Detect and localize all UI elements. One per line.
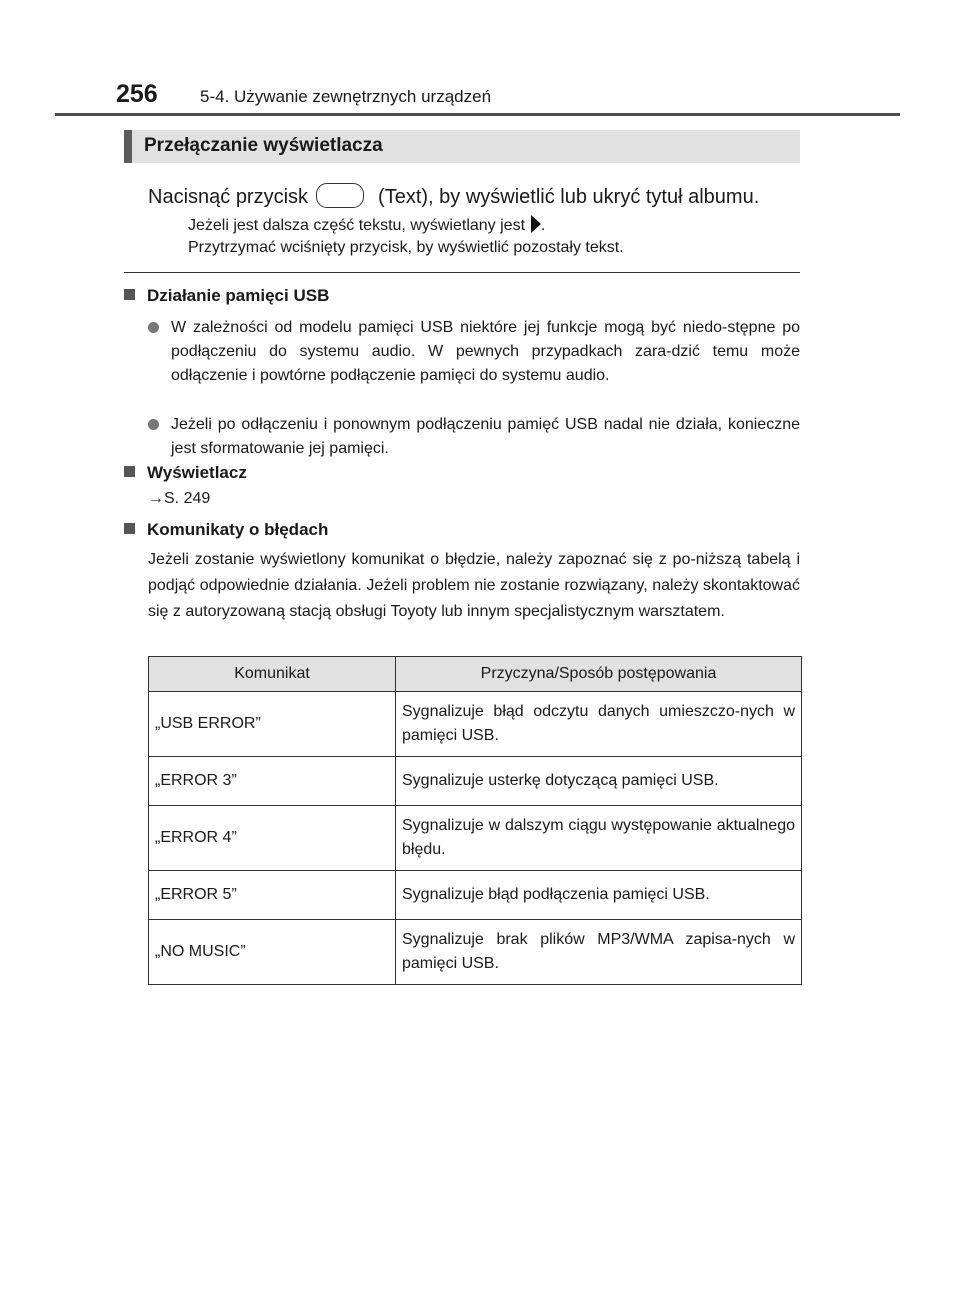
message-cell: „USB ERROR” (149, 692, 396, 757)
square-bullet-icon (124, 289, 135, 300)
round-bullet-icon (148, 322, 159, 333)
table-row (149, 920, 802, 985)
page-number: 256 (116, 80, 158, 108)
chapter-title: 5-4. Używanie zewnętrznych urządzeń (200, 87, 492, 106)
more-text-arrow-icon (531, 215, 541, 233)
page-header (116, 80, 916, 114)
note-text-end: . (541, 217, 546, 234)
page-reference: →S. 249 (148, 490, 211, 507)
usb-bullet-1 (148, 316, 800, 388)
note-text: Jeżeli jest dalsza część tekstu, wyświetlany jest (188, 217, 526, 234)
errors-heading-text: Komunikaty o błędach (147, 520, 329, 539)
usb-bullet-2 (148, 413, 800, 461)
table-header-cause: Przyczyna/Sposób postępowania (396, 657, 802, 692)
usb-heading-text: Działanie pamięci USB (147, 286, 330, 305)
section-divider (124, 272, 800, 273)
errors-intro: Jeżeli zostanie wyświetlony komunikat o błędzie, należy zapoznać się z po-niższą tabelą i podjąć odpowiednie działania. Jeżeli problem nie zostanie rozwiązany, należy skontaktować się z autoryzowaną stacją obsługi Toyoty lub innym specjalistycznym warsztatem. (148, 551, 800, 620)
header-divider (55, 113, 900, 116)
section-title-bar (124, 130, 800, 163)
table-row (149, 806, 802, 871)
table-header-message: Komunikat (149, 657, 396, 692)
note-more-text (188, 215, 545, 235)
table-row (149, 692, 802, 757)
instruction-text-after: (Text), by wyświetlić lub ukryć tytuł albumu. (378, 186, 760, 208)
cause-cell: Sygnalizuje usterkę dotyczącą pamięci USB. (396, 757, 802, 806)
square-bullet-icon (124, 523, 135, 534)
instruction-line (148, 183, 759, 209)
display-heading-text: Wyświetlacz (147, 463, 247, 482)
message-cell: „ERROR 5” (149, 871, 396, 920)
square-bullet-icon (124, 466, 135, 477)
note-hold-button: Przytrzymać wciśnięty przycisk, by wyświetlić pozostały tekst. (188, 239, 624, 256)
errors-heading (124, 520, 328, 540)
error-messages-table (148, 656, 802, 985)
round-bullet-icon (148, 419, 159, 430)
message-cell: „NO MUSIC” (149, 920, 396, 985)
section-title: Przełączanie wyświetlacza (144, 135, 383, 156)
cause-cell: Sygnalizuje w dalszym ciągu występowanie aktualnego błędu. (396, 806, 802, 871)
cause-cell: Sygnalizuje brak plików MP3/WMA zapisa-nych w pamięci USB. (396, 920, 802, 985)
cause-cell: Sygnalizuje błąd podłączenia pamięci USB. (396, 871, 802, 920)
text-button-icon (316, 183, 364, 208)
instruction-text-before: Nacisnąć przycisk (148, 186, 309, 208)
usb-heading (124, 286, 329, 306)
message-cell: „ERROR 3” (149, 757, 396, 806)
usb-bullet-text: Jeżeli po odłączeniu i ponownym podłączeniu pamięć USB nadal nie działa, konieczne jest sformatowanie jej pamięci. (171, 416, 800, 457)
table-header-row (149, 657, 802, 692)
cause-cell: Sygnalizuje błąd odczytu danych umieszczo-nych w pamięci USB. (396, 692, 802, 757)
usb-bullet-text: W zależności od modelu pamięci USB niektóre jej funkcje mogą być niedo-stępne po podłączeniu do systemu audio. W pewnych przypadkach zara-dzić temu może odłączenie i powtórne podłączenie pamięci do systemu audio. (171, 319, 800, 384)
table-row (149, 757, 802, 806)
table-row (149, 871, 802, 920)
display-heading (124, 463, 247, 483)
message-cell: „ERROR 4” (149, 806, 396, 871)
